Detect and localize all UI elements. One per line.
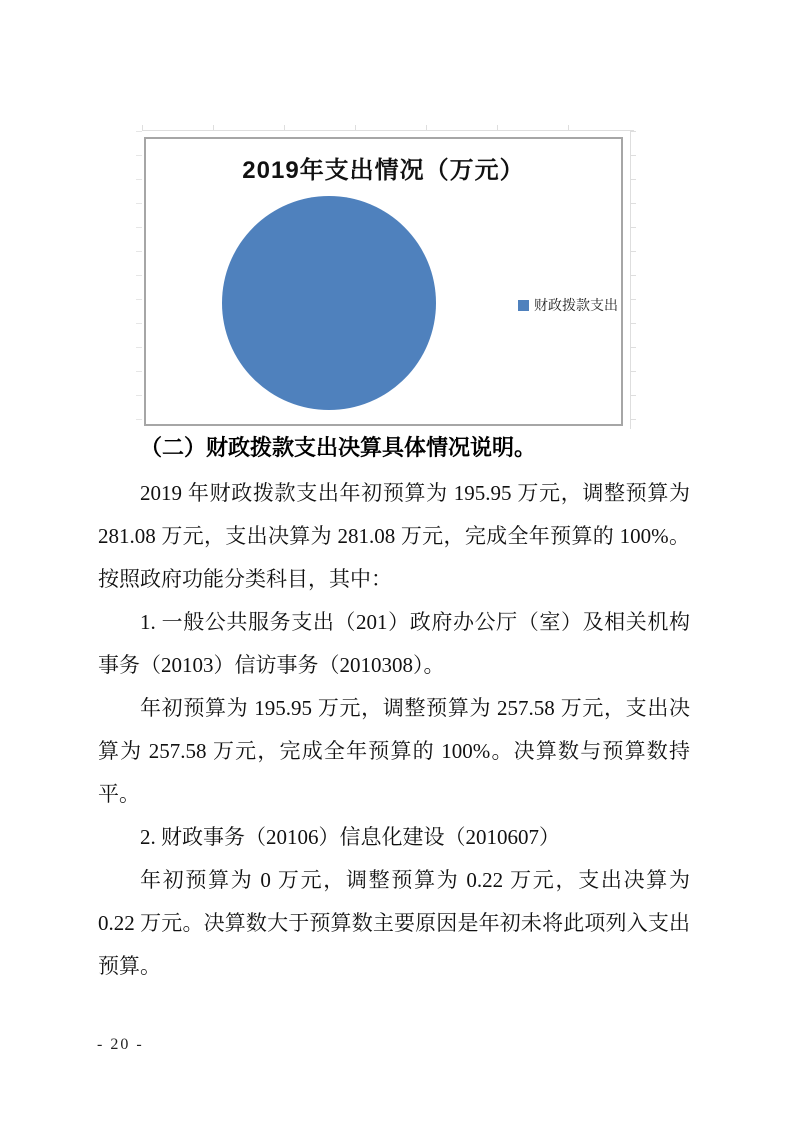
excel-gridline-top [142,125,634,131]
legend-swatch-icon [518,300,529,311]
paragraph-item-1-title: 1. 一般公共服务支出（201）政府办公厅（室）及相关机构事务（20103）信访事务（2010308）。 [98,610,690,677]
section-heading: （二）财政拨款支出决算具体情况说明。 [140,435,537,460]
paragraph-item-2-detail: 年初预算为 0 万元，调整预算为 0.22 万元，支出决算为 0.22 万元。决算数大于预算数主要原因是年初未将此项列入支出预算。 [98,868,690,978]
body-text [98,472,690,988]
legend-label: 财政拨款支出 [534,297,618,313]
paragraph-overview: 2019 年财政拨款支出年初预算为 195.95 万元，调整预算为 281.08 万元，支出决算为 281.08 万元，完成全年预算的 100%。按照政府功能分类科目，其中： [98,481,690,591]
pie-chart-frame [144,137,623,426]
paragraph-item-2-title: 2. 财政事务（20106）信息化建设（2010607） [140,825,560,849]
pie-slice-fiscal-expenditure [222,196,436,410]
chart-legend [518,295,618,315]
paragraph-item-1-detail: 年初预算为 195.95 万元，调整预算为 257.58 万元，支出决算为 257.58 万元，完成全年预算的 100%。决算数与预算数持平。 [98,696,690,806]
excel-gridline-left [136,131,142,429]
page-number: - 20 - [97,1036,144,1053]
chart-title: 2019年支出情况（万元） [242,157,525,184]
excel-gridline-right [630,131,636,429]
